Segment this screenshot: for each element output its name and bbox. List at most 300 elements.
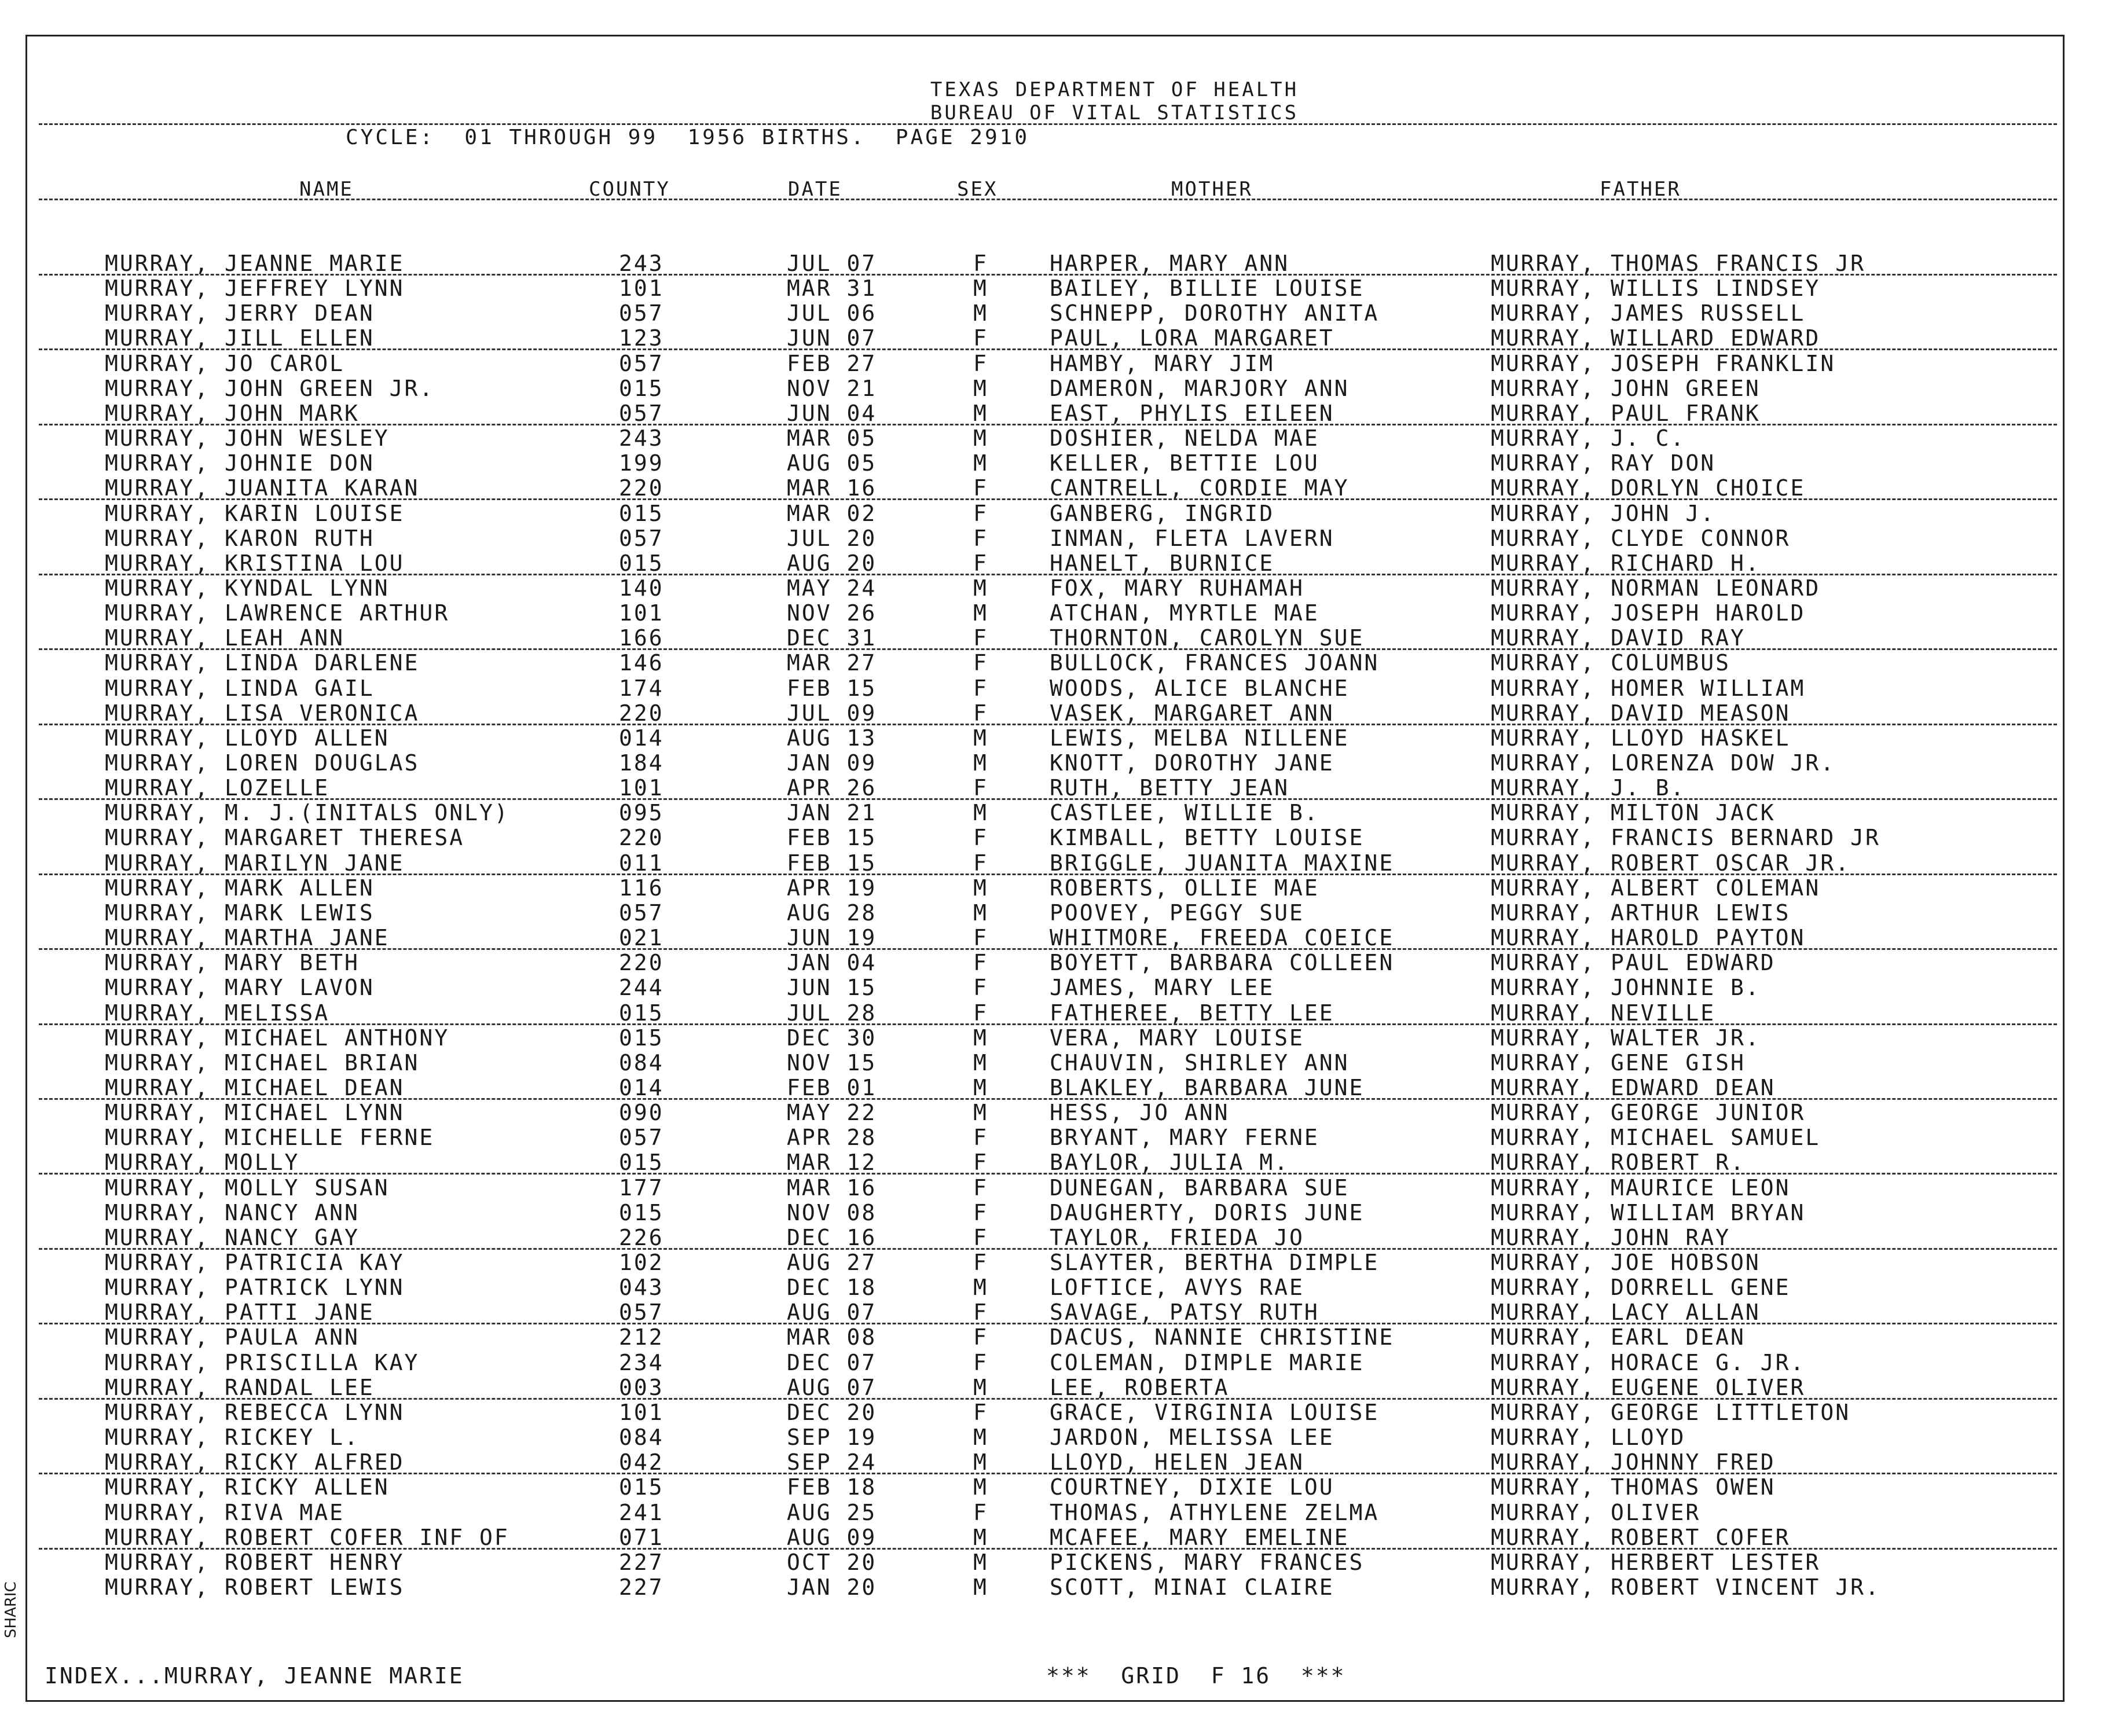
cell-date: JUL 20 (787, 525, 877, 551)
cell-father: MURRAY, OLIVER (1491, 1499, 1701, 1525)
cell-father: MURRAY, JAMES RUSSELL (1491, 300, 1806, 326)
table-row (27, 450, 2063, 475)
cell-mother: INMAN, FLETA LAVERN (1050, 525, 1334, 551)
cell-sex: M (973, 750, 988, 776)
cell-county: 015 (619, 1025, 664, 1051)
cell-mother: SAVAGE, PATSY RUTH (1050, 1300, 1319, 1326)
cell-sex: M (973, 1524, 988, 1550)
cell-father: MURRAY, HORACE G. JR. (1491, 1349, 1806, 1375)
cell-mother: HANELT, BURNICE (1050, 550, 1275, 576)
table-row (27, 950, 2063, 975)
table-row (27, 1550, 2063, 1574)
table-row (27, 625, 2063, 650)
cell-father: MURRAY, RAY DON (1491, 450, 1716, 476)
cell-father: MURRAY, GEORGE LITTLETON (1491, 1399, 1851, 1425)
cell-name: MURRAY, MARY BETH (105, 950, 360, 976)
cell-mother: THORNTON, CAROLYN SUE (1050, 625, 1365, 651)
table-row (27, 1400, 2063, 1425)
cell-father: MURRAY, JOHN RAY (1491, 1224, 1731, 1250)
index-footer: INDEX...MURRAY, JEANNE MARIE (45, 1663, 464, 1689)
cell-sex: M (973, 575, 988, 601)
cell-mother: ROBERTS, OLLIE MAE (1050, 875, 1319, 901)
cell-county: 241 (619, 1499, 664, 1525)
cell-father: MURRAY, ALBERT COLEMAN (1491, 875, 1821, 901)
cell-date: JAN 21 (787, 800, 877, 826)
cell-date: MAR 05 (787, 425, 877, 452)
cell-name: MURRAY, MARILYN JANE (105, 850, 405, 876)
table-row (27, 900, 2063, 925)
cell-mother: KIMBALL, BETTY LOUISE (1050, 825, 1365, 851)
cell-sex: F (973, 1499, 988, 1525)
cell-name: MURRAY, MARK ALLEN (105, 875, 375, 901)
cell-name: MURRAY, KRISTINA LOU (105, 550, 405, 576)
cell-name: MURRAY, JUANITA KARAN (105, 475, 420, 501)
cell-date: AUG 20 (787, 550, 877, 576)
cell-mother: JARDON, MELISSA LEE (1050, 1425, 1334, 1451)
table-row (27, 1574, 2063, 1599)
table-row (27, 875, 2063, 900)
cell-county: 011 (619, 850, 664, 876)
cell-sex: M (973, 1574, 988, 1600)
cell-date: SEP 19 (787, 1425, 877, 1451)
cell-county: 244 (619, 975, 664, 1001)
cell-mother: RUTH, BETTY JEAN (1050, 775, 1290, 801)
cell-name: MURRAY, PAULA ANN (105, 1324, 360, 1350)
cell-sex: F (973, 500, 988, 526)
cell-sex: M (973, 276, 988, 302)
side-label: SHARIC (2, 1581, 20, 1638)
cell-name: MURRAY, PATRICK LYNN (105, 1275, 405, 1301)
cell-father: MURRAY, LLOYD HASKEL (1491, 725, 1791, 751)
cell-county: 015 (619, 1199, 664, 1225)
table-row (27, 376, 2063, 401)
cell-mother: GRACE, VIRGINIA LOUISE (1050, 1399, 1380, 1425)
cell-name: MURRAY, M. J.(INITALS ONLY) (105, 800, 509, 826)
cell-county: 084 (619, 1049, 664, 1076)
cell-mother: VERA, MARY LOUISE (1050, 1025, 1304, 1051)
cell-mother: DACUS, NANNIE CHRISTINE (1050, 1324, 1395, 1350)
cell-date: JAN 20 (787, 1574, 877, 1600)
cell-date: NOV 26 (787, 600, 877, 626)
cell-sex: F (973, 550, 988, 576)
cell-date: JUN 04 (787, 400, 877, 426)
table-row (27, 1100, 2063, 1125)
grid-footer: *** GRID F 16 *** (1046, 1663, 1346, 1689)
cell-mother: DAUGHERTY, DORIS JUNE (1050, 1199, 1365, 1225)
cell-sex: M (973, 600, 988, 626)
table-row (27, 1324, 2063, 1349)
cell-county: 227 (619, 1549, 664, 1575)
cell-date: FEB 01 (787, 1074, 877, 1100)
cell-county: 101 (619, 775, 664, 801)
cell-county: 102 (619, 1250, 664, 1275)
cell-mother: BULLOCK, FRANCES JOANN (1050, 650, 1380, 676)
table-row (27, 351, 2063, 376)
cell-name: MURRAY, JOHN MARK (105, 400, 360, 426)
cell-county: 015 (619, 550, 664, 576)
cell-father: MURRAY, LACY ALLAN (1491, 1300, 1761, 1326)
cell-sex: M (973, 400, 988, 426)
table-row (27, 1225, 2063, 1250)
cell-sex: F (973, 1324, 988, 1350)
cell-date: AUG 07 (787, 1374, 877, 1400)
cell-county: 220 (619, 950, 664, 976)
cell-name: MURRAY, RICKY ALFRED (105, 1449, 405, 1476)
cell-father: MURRAY, EDWARD DEAN (1491, 1074, 1776, 1100)
cell-sex: M (973, 1449, 988, 1476)
cell-father: MURRAY, LORENZA DOW JR. (1491, 750, 1836, 776)
cell-sex: F (973, 625, 988, 651)
cell-date: MAR 08 (787, 1324, 877, 1350)
cell-name: MURRAY, LOREN DOUGLAS (105, 750, 420, 776)
cell-name: MURRAY, RANDAL LEE (105, 1374, 375, 1400)
cell-father: MURRAY, DORRELL GENE (1491, 1275, 1791, 1301)
cell-mother: CASTLEE, WILLIE B. (1050, 800, 1319, 826)
cell-father: MURRAY, WALTER JR. (1491, 1025, 1761, 1051)
header-rule (39, 123, 2057, 125)
cell-sex: F (973, 700, 988, 726)
cell-mother: JAMES, MARY LEE (1050, 975, 1275, 1001)
cell-father: MURRAY, PAUL EDWARD (1491, 950, 1776, 976)
cell-date: AUG 09 (787, 1524, 877, 1550)
cell-sex: F (973, 1300, 988, 1326)
column-header-name: NAME (299, 178, 354, 201)
cell-mother: HARPER, MARY ANN (1050, 251, 1290, 276)
cell-sex: M (973, 1074, 988, 1100)
cell-date: OCT 20 (787, 1549, 877, 1575)
cell-mother: GANBERG, INGRID (1050, 500, 1275, 526)
cell-date: MAR 31 (787, 276, 877, 302)
cell-mother: PAUL, LORA MARGARET (1050, 325, 1334, 351)
cell-father: MURRAY, JOHN GREEN (1491, 375, 1761, 401)
cell-father: MURRAY, NEVILLE (1491, 1000, 1716, 1026)
cell-county: 057 (619, 300, 664, 326)
cell-father: MURRAY, FRANCIS BERNARD JR (1491, 825, 1880, 851)
cell-mother: COURTNEY, DIXIE LOU (1050, 1474, 1334, 1500)
cell-county: 227 (619, 1574, 664, 1600)
cell-father: MURRAY, ARTHUR LEWIS (1491, 900, 1791, 926)
cell-name: MURRAY, JEFFREY LYNN (105, 276, 405, 302)
cell-father: MURRAY, HAROLD PAYTON (1491, 925, 1806, 951)
cell-name: MURRAY, LINDA GAIL (105, 675, 375, 701)
cell-mother: SCHNEPP, DOROTHY ANITA (1050, 300, 1380, 326)
cell-father: MURRAY, JOE HOBSON (1491, 1250, 1761, 1275)
cell-county: 234 (619, 1349, 664, 1375)
cell-sex: M (973, 375, 988, 401)
cell-sex: M (973, 1025, 988, 1051)
cell-mother: DOSHIER, NELDA MAE (1050, 425, 1319, 452)
cell-date: JUL 09 (787, 700, 877, 726)
table-row (27, 800, 2063, 825)
cell-mother: DUNEGAN, BARBARA SUE (1050, 1175, 1350, 1201)
cell-mother: BLAKLEY, BARBARA JUNE (1050, 1074, 1365, 1100)
cell-county: 015 (619, 1000, 664, 1026)
cell-father: MURRAY, WILLIS LINDSEY (1491, 276, 1821, 302)
cell-father: MURRAY, COLUMBUS (1491, 650, 1731, 676)
cell-sex: F (973, 775, 988, 801)
table-row (27, 300, 2063, 325)
cell-father: MURRAY, GEORGE JUNIOR (1491, 1100, 1806, 1126)
column-header-father: FATHER (1600, 178, 1681, 201)
cell-father: MURRAY, EUGENE OLIVER (1491, 1374, 1806, 1400)
cell-date: DEC 07 (787, 1349, 877, 1375)
cell-date: AUG 05 (787, 450, 877, 476)
cell-mother: COLEMAN, DIMPLE MARIE (1050, 1349, 1365, 1375)
cell-date: MAR 27 (787, 650, 877, 676)
cell-date: JUN 19 (787, 925, 877, 951)
cell-mother: WOODS, ALICE BLANCHE (1050, 675, 1350, 701)
cell-sex: M (973, 725, 988, 751)
table-row (27, 1525, 2063, 1550)
table-row (27, 1125, 2063, 1150)
cell-name: MURRAY, JO CAROL (105, 350, 345, 376)
column-header-county: COUNTY (589, 178, 670, 201)
cell-father: MURRAY, EARL DEAN (1491, 1324, 1746, 1350)
cell-mother: BAYLOR, JULIA M. (1050, 1150, 1290, 1176)
cell-mother: LLOYD, HELEN JEAN (1050, 1449, 1304, 1476)
cell-sex: M (973, 1425, 988, 1451)
cell-sex: F (973, 350, 988, 376)
table-row (27, 775, 2063, 800)
table-row (27, 550, 2063, 575)
cell-date: DEC 20 (787, 1399, 877, 1425)
cell-name: MURRAY, MOLLY SUSAN (105, 1175, 390, 1201)
cell-county: 095 (619, 800, 664, 826)
cell-name: MURRAY, PATRICIA KAY (105, 1250, 405, 1275)
cell-county: 015 (619, 1474, 664, 1500)
cell-date: DEC 31 (787, 625, 877, 651)
cell-mother: SCOTT, MINAI CLAIRE (1050, 1574, 1334, 1600)
cell-sex: F (973, 1224, 988, 1250)
cell-sex: F (973, 650, 988, 676)
cell-name: MURRAY, NANCY ANN (105, 1199, 360, 1225)
table-row (27, 1500, 2063, 1525)
cell-name: MURRAY, MICHAEL BRIAN (105, 1049, 420, 1076)
cell-date: AUG 25 (787, 1499, 877, 1525)
cell-sex: M (973, 450, 988, 476)
cell-father: MURRAY, DORLYN CHOICE (1491, 475, 1806, 501)
cell-date: AUG 13 (787, 725, 877, 751)
column-header-sex: SEX (957, 178, 998, 201)
table-row (27, 1025, 2063, 1050)
cell-county: 057 (619, 900, 664, 926)
cell-sex: M (973, 425, 988, 452)
cell-father: MURRAY, PAUL FRANK (1491, 400, 1761, 426)
cell-father: MURRAY, MILTON JACK (1491, 800, 1776, 826)
cell-date: AUG 07 (787, 1300, 877, 1326)
table-row (27, 1200, 2063, 1225)
cell-date: DEC 16 (787, 1224, 877, 1250)
cell-county: 243 (619, 251, 664, 276)
bureau-title: BUREAU OF VITAL STATISTICS (930, 101, 1299, 124)
cell-county: 220 (619, 475, 664, 501)
table-row (27, 575, 2063, 600)
cell-county: 123 (619, 325, 664, 351)
cell-name: MURRAY, JOHN WESLEY (105, 425, 390, 452)
cell-mother: EAST, PHYLIS EILEEN (1050, 400, 1334, 426)
cell-mother: KELLER, BETTIE LOU (1050, 450, 1319, 476)
cell-date: JAN 09 (787, 750, 877, 776)
cell-sex: F (973, 1250, 988, 1275)
cell-father: MURRAY, JOHNNIE B. (1491, 975, 1761, 1001)
cell-father: MURRAY, CLYDE CONNOR (1491, 525, 1791, 551)
cell-county: 057 (619, 1300, 664, 1326)
cell-sex: F (973, 675, 988, 701)
cell-county: 166 (619, 625, 664, 651)
cell-name: MURRAY, RICKY ALLEN (105, 1474, 390, 1500)
cell-sex: M (973, 1374, 988, 1400)
table-row (27, 725, 2063, 750)
cell-mother: POOVEY, PEGGY SUE (1050, 900, 1304, 926)
cell-name: MURRAY, JOHN GREEN JR. (105, 375, 435, 401)
cell-mother: FOX, MARY RUHAMAH (1050, 575, 1304, 601)
cell-mother: KNOTT, DOROTHY JANE (1050, 750, 1334, 776)
cell-father: MURRAY, HERBERT LESTER (1491, 1549, 1821, 1575)
table-row (27, 325, 2063, 350)
cell-mother: HAMBY, MARY JIM (1050, 350, 1275, 376)
cell-date: JUN 15 (787, 975, 877, 1001)
cell-name: MURRAY, REBECCA LYNN (105, 1399, 405, 1425)
cell-father: MURRAY, THOMAS FRANCIS JR (1491, 251, 1865, 276)
cell-date: MAR 16 (787, 1175, 877, 1201)
table-row (27, 1375, 2063, 1400)
cell-father: MURRAY, JOHN J. (1491, 500, 1716, 526)
cell-sex: M (973, 1275, 988, 1301)
cell-county: 057 (619, 525, 664, 551)
table-row (27, 650, 2063, 675)
column-header-rule (39, 199, 2057, 200)
cell-name: MURRAY, LEAH ANN (105, 625, 345, 651)
cell-county: 199 (619, 450, 664, 476)
cell-sex: F (973, 1150, 988, 1176)
table-row (27, 251, 2063, 276)
cell-mother: ATCHAN, MYRTLE MAE (1050, 600, 1319, 626)
cell-county: 174 (619, 675, 664, 701)
cell-father: MURRAY, ROBERT VINCENT JR. (1491, 1574, 1880, 1600)
cell-mother: LOFTICE, AVYS RAE (1050, 1275, 1304, 1301)
cell-name: MURRAY, LISA VERONICA (105, 700, 420, 726)
cell-mother: DAMERON, MARJORY ANN (1050, 375, 1350, 401)
cell-mother: BOYETT, BARBARA COLLEEN (1050, 950, 1395, 976)
cell-sex: M (973, 1049, 988, 1076)
cell-name: MURRAY, LLOYD ALLEN (105, 725, 390, 751)
table-row (27, 1075, 2063, 1100)
cell-father: MURRAY, J. B. (1491, 775, 1686, 801)
cell-date: JUL 07 (787, 251, 877, 276)
table-row (27, 676, 2063, 700)
cell-name: MURRAY, KARON RUTH (105, 525, 375, 551)
cell-sex: F (973, 1000, 988, 1026)
cell-date: FEB 15 (787, 675, 877, 701)
cell-father: MURRAY, DAVID MEASON (1491, 700, 1791, 726)
cell-sex: F (973, 251, 988, 276)
cell-county: 042 (619, 1449, 664, 1476)
cell-sex: M (973, 1549, 988, 1575)
cell-date: SEP 24 (787, 1449, 877, 1476)
cell-mother: BAILEY, BILLIE LOUISE (1050, 276, 1365, 302)
cell-county: 071 (619, 1524, 664, 1550)
table-row (27, 1250, 2063, 1275)
cell-date: JAN 04 (787, 950, 877, 976)
cell-father: MURRAY, LLOYD (1491, 1425, 1686, 1451)
cell-sex: F (973, 525, 988, 551)
cell-father: MURRAY, WILLIAM BRYAN (1491, 1199, 1806, 1225)
cell-date: FEB 15 (787, 825, 877, 851)
cell-mother: THOMAS, ATHYLENE ZELMA (1050, 1499, 1380, 1525)
cell-father: MURRAY, NORMAN LEONARD (1491, 575, 1821, 601)
cell-county: 101 (619, 1399, 664, 1425)
cell-name: MURRAY, LAWRENCE ARTHUR (105, 600, 450, 626)
cell-county: 226 (619, 1224, 664, 1250)
cell-father: MURRAY, WILLARD EDWARD (1491, 325, 1821, 351)
table-row (27, 526, 2063, 550)
cell-name: MURRAY, JOHNIE DON (105, 450, 375, 476)
cell-sex: M (973, 875, 988, 901)
cell-date: JUL 28 (787, 1000, 877, 1026)
cell-name: MURRAY, PRISCILLA KAY (105, 1349, 420, 1375)
cell-county: 116 (619, 875, 664, 901)
cell-county: 057 (619, 1125, 664, 1151)
cell-county: 015 (619, 500, 664, 526)
cell-date: APR 19 (787, 875, 877, 901)
cell-sex: F (973, 475, 988, 501)
cell-county: 177 (619, 1175, 664, 1201)
cell-date: JUL 06 (787, 300, 877, 326)
table-row (27, 925, 2063, 950)
cell-name: MURRAY, KARIN LOUISE (105, 500, 405, 526)
cell-name: MURRAY, MARTHA JANE (105, 925, 390, 951)
cell-date: JUN 07 (787, 325, 877, 351)
table-row (27, 401, 2063, 425)
cell-name: MURRAY, ROBERT COFER INF OF (105, 1524, 509, 1550)
cell-county: 243 (619, 425, 664, 452)
cell-name: MURRAY, JEANNE MARIE (105, 251, 405, 276)
cell-mother: BRYANT, MARY FERNE (1050, 1125, 1319, 1151)
cell-father: MURRAY, DAVID RAY (1491, 625, 1746, 651)
table-row (27, 1275, 2063, 1300)
cell-sex: F (973, 1175, 988, 1201)
cell-mother: BRIGGLE, JUANITA MAXINE (1050, 850, 1395, 876)
cell-father: MURRAY, J. C. (1491, 425, 1686, 452)
cell-mother: VASEK, MARGARET ANN (1050, 700, 1334, 726)
cell-name: MURRAY, RICKEY L. (105, 1425, 360, 1451)
cell-name: MURRAY, RIVA MAE (105, 1499, 345, 1525)
cell-date: APR 26 (787, 775, 877, 801)
table-row (27, 1425, 2063, 1449)
cycle-line: CYCLE: 01 THROUGH 99 1956 BIRTHS. PAGE 2910 (346, 126, 1029, 149)
cell-name: MURRAY, PATTI JANE (105, 1300, 375, 1326)
cell-father: MURRAY, MICHAEL SAMUEL (1491, 1125, 1821, 1151)
cell-county: 220 (619, 700, 664, 726)
cell-mother: LEWIS, MELBA NILLENE (1050, 725, 1350, 751)
cell-father: MURRAY, JOHNNY FRED (1491, 1449, 1776, 1476)
table-row (27, 700, 2063, 725)
cell-sex: M (973, 800, 988, 826)
table-row (27, 501, 2063, 526)
cell-sex: F (973, 825, 988, 851)
cell-date: FEB 18 (787, 1474, 877, 1500)
cell-father: MURRAY, RICHARD H. (1491, 550, 1761, 576)
table-row (27, 1449, 2063, 1474)
cell-date: MAR 16 (787, 475, 877, 501)
table-row (27, 475, 2063, 500)
cell-sex: M (973, 900, 988, 926)
cell-county: 057 (619, 400, 664, 426)
table-row (27, 1175, 2063, 1200)
department-title: TEXAS DEPARTMENT OF HEALTH (930, 78, 1299, 101)
table-row (27, 276, 2063, 300)
cell-date: AUG 27 (787, 1250, 877, 1275)
